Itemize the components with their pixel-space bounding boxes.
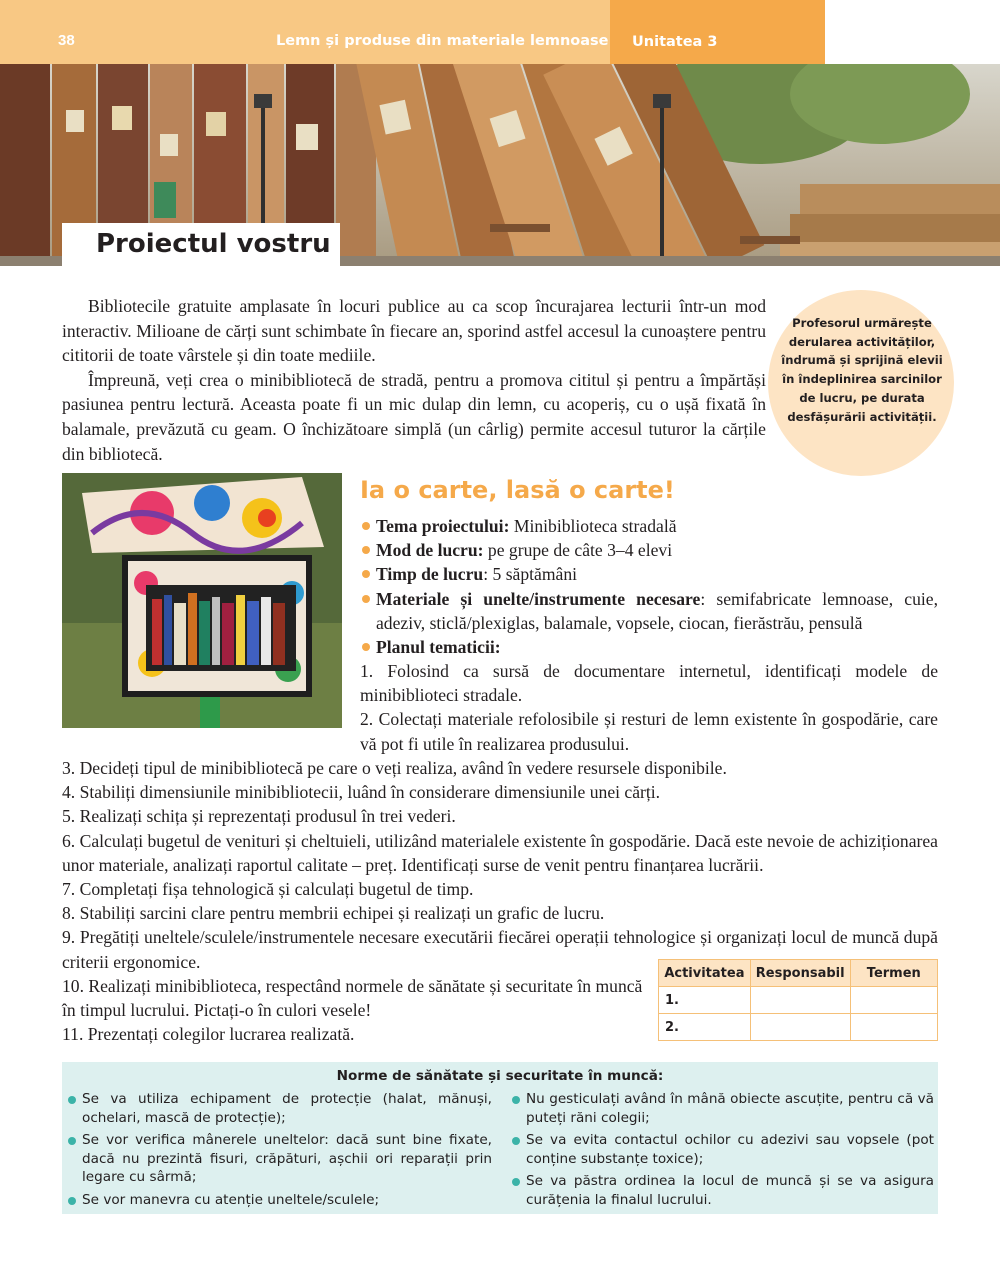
time-label: Timp de lucru xyxy=(376,564,484,585)
header-left-band xyxy=(0,0,610,64)
bullet-dot xyxy=(68,1096,76,1104)
table-cell xyxy=(850,987,937,1014)
safety-text: Se vor verifica mânerele uneltelor: dacă sunt bine fixate, dacă nu prezintă fisuri, crăpături, așchii ori reparații prin legare cu sârmă; xyxy=(82,1132,492,1186)
mode-value: pe grupe de câte 3–4 elevi xyxy=(487,540,673,561)
table-cell xyxy=(750,987,850,1014)
table-header: Activitatea xyxy=(659,960,751,987)
safety-text: Se va evita contactul ochilor cu adezivi sau vopsele (pot conține substanțe toxice); xyxy=(526,1132,934,1167)
safety-item xyxy=(512,1172,934,1209)
plan-step: 6. Calculați bugetul de venituri și cheltuieli, utilizând materialele existente în gospodărie. Dacă este nevoie de achiziționarea unor materiale, analizați raportul calitate – preț. Identificați surse de venit pentru finanțarea lucrării. xyxy=(62,830,938,875)
plan-step: 9. Pregătiți uneltele/sculele/instrumentele necesare executării fiecărei operații tehnologice și organizați locul de muncă după criterii ergonomice. xyxy=(62,927,938,972)
chapter-title: Lemn și produse din materiale lemnoase xyxy=(276,33,609,49)
project-time xyxy=(360,562,938,586)
teacher-note: Profesorul urmărește derularea activităților, îndrumă și sprijină elevii în îndeplinirea sarcinilor de lucru, pe durata desfășurării activității. xyxy=(781,316,943,424)
project-details xyxy=(360,514,938,659)
safety-text: Se vor manevra cu atenție uneltele/sculele; xyxy=(82,1191,380,1208)
time-value: : 5 săptămâni xyxy=(483,564,578,585)
bullet-dot xyxy=(512,1178,520,1186)
project-mode xyxy=(360,538,938,562)
safety-item xyxy=(68,1090,492,1127)
safety-text: Se va păstra ordinea la locul de muncă și se va asigura curățenia la finalul lucrului. xyxy=(526,1173,934,1208)
bullet-dot xyxy=(512,1137,520,1145)
intro-paragraph-2: Împreună, veți crea o minibibliotecă de stradă, pentru a promova cititul și pentru a împărtăși pasiunea pentru lectură. Aceasta poate fi un mic dulap din lemn, cu acoperiș, cu o ușă fixată în balamale, prevăzută cu geam. O închizătoare simplă (un cârlig) permite accesul tuturor la cărțile din bibliotecă. xyxy=(62,369,766,464)
safety-column-right xyxy=(512,1090,934,1214)
bullet-dot xyxy=(362,595,370,603)
safety-text: Se va utiliza echipament de protecție (halat, mănuși, ochelari, mască de protecție); xyxy=(82,1091,492,1126)
bullet-dot xyxy=(68,1137,76,1145)
bullet-dot xyxy=(362,570,370,578)
plan-step: 1. Folosind ca sursă de documentare internetul, identificați modele de minibiblioteci stradale. xyxy=(360,661,938,706)
table-cell xyxy=(850,1014,937,1041)
table-row xyxy=(659,1014,938,1041)
table-header-row xyxy=(659,960,938,987)
theme-label: Tema proiectului: xyxy=(376,516,510,536)
bullet-dot xyxy=(362,643,370,651)
plan-steps-final xyxy=(62,974,652,1047)
theme-value: Minibiblioteca stradală xyxy=(513,516,677,536)
materials-label: Materiale și unelte/instrumente necesare xyxy=(376,588,701,609)
plan-step: 11. Prezentați colegilor lucrarea realizată. xyxy=(62,1024,355,1045)
safety-title: Norme de sănătate și securitate în muncă: xyxy=(336,1068,664,1084)
safety-item xyxy=(512,1131,934,1168)
table-header: Responsabil xyxy=(750,960,850,987)
table-header: Termen xyxy=(850,960,937,987)
bullet-dot xyxy=(512,1096,520,1104)
safety-text: Nu gesticulați având în mână obiecte ascuțite, pentru că vă puteți răni colegii; xyxy=(526,1091,934,1126)
table-cell: 1. xyxy=(659,987,751,1014)
plan-step: 10. Realizați minibiblioteca, respectând normele de sănătate și securitate în muncă în timpul lucrului. Pictați-o în culori vesele! xyxy=(62,976,643,1021)
safety-rules-box xyxy=(62,1062,938,1214)
table-cell xyxy=(750,1014,850,1041)
plan-step: 3. Decideți tipul de minibibliotecă pe care o veți realiza, având în vedere resursele disponibile. xyxy=(62,758,727,778)
intro-paragraph-1: Bibliotecile gratuite amplasate în locuri publice au ca scop încurajarea lecturii într-un mod interactiv. Milioane de cărți sunt schimbate în fiecare an, sporind astfel accesul la cunoaștere pentru cititorii de toate vârstele și din toate mediile. xyxy=(62,296,766,366)
bullet-dot xyxy=(362,546,370,554)
table-row xyxy=(659,987,938,1014)
plan-step: 5. Realizați schița și reprezentați produsul în trei vederi. xyxy=(62,806,456,827)
plan-step: 8. Stabiliți sarcini clare pentru membrii echipei și realizați un grafic de lucru. xyxy=(62,903,605,924)
project-heading: Ia o carte, lasă o carte! xyxy=(360,476,675,504)
page-number: 38 xyxy=(58,32,75,49)
safety-column-left xyxy=(68,1090,492,1214)
materials-value: : semifabricate lemnoase, cuie, adeziv, sticlă/plexiglas, balamale, vopsele, ciocan, fierăstrău, pensulă xyxy=(376,588,938,633)
intro-text xyxy=(62,294,766,466)
unit-label: Unitatea 3 xyxy=(632,34,718,50)
page-header xyxy=(0,0,1000,64)
plan-step: 4. Stabiliți dimensiunile minibibliotecii, luând în considerare dimensiunile unei cărți. xyxy=(62,782,661,803)
project-plan xyxy=(360,635,938,659)
mode-label: Mod de lucru: xyxy=(376,540,484,561)
bullet-dot xyxy=(362,522,370,530)
safety-item xyxy=(512,1090,934,1127)
bullet-dot xyxy=(68,1197,76,1205)
table-cell: 2. xyxy=(659,1014,751,1041)
project-theme xyxy=(360,514,938,538)
safety-item xyxy=(68,1191,492,1210)
plan-step: 2. Colectați materiale refolosibile și resturi de lemn existente în gospodărie, care vă pot fi utile în realizarea produsului. xyxy=(360,709,938,754)
plan-step: 7. Completați fișa tehnologică și calculați bugetul de timp. xyxy=(62,879,474,900)
plan-steps-top xyxy=(360,659,938,756)
project-title: Proiectul vostru xyxy=(96,229,331,259)
mini-library-photo xyxy=(62,473,342,728)
project-materials xyxy=(360,587,938,635)
plan-steps-bottom xyxy=(62,756,938,974)
safety-item xyxy=(68,1131,492,1187)
activity-table xyxy=(658,959,938,1041)
plan-label: Planul tematicii: xyxy=(376,637,501,658)
header-unit-band xyxy=(610,0,825,64)
